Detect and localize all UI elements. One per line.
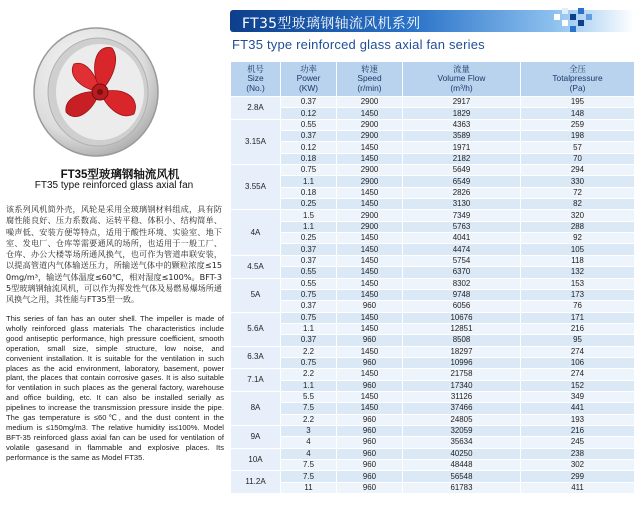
size-cell: 8A [231, 391, 281, 425]
table-row [231, 414, 635, 425]
volume-flow-cell: 3589 [403, 131, 521, 142]
total-pressure-cell: 216 [521, 323, 635, 334]
volume-flow-cell: 8508 [403, 335, 521, 346]
total-pressure-cell: 148 [521, 108, 635, 119]
total-pressure-cell: 57 [521, 142, 635, 153]
table-row [231, 301, 635, 312]
power-cell: 0.75 [281, 289, 337, 300]
volume-flow-cell: 1829 [403, 108, 521, 119]
table-row [231, 460, 635, 471]
volume-flow-cell: 32059 [403, 425, 521, 436]
volume-flow-cell: 31126 [403, 391, 521, 402]
volume-flow-cell: 5649 [403, 165, 521, 176]
power-cell: 0.75 [281, 165, 337, 176]
volume-flow-cell: 2917 [403, 97, 521, 108]
power-cell: 0.18 [281, 187, 337, 198]
power-cell: 0.25 [281, 199, 337, 210]
volume-flow-cell: 6056 [403, 301, 521, 312]
power-cell: 0.55 [281, 278, 337, 289]
power-cell: 0.37 [281, 335, 337, 346]
power-cell: 0.55 [281, 267, 337, 278]
size-cell: 10A [231, 448, 281, 471]
power-cell: 0.75 [281, 312, 337, 323]
volume-flow-cell: 21758 [403, 369, 521, 380]
speed-cell: 960 [337, 335, 403, 346]
total-pressure-cell: 274 [521, 369, 635, 380]
table-row [231, 312, 635, 323]
size-cell: 4.5A [231, 255, 281, 278]
total-pressure-cell: 76 [521, 301, 635, 312]
speed-cell: 1450 [337, 142, 403, 153]
total-pressure-cell: 106 [521, 357, 635, 368]
total-pressure-cell: 95 [521, 335, 635, 346]
total-pressure-cell: 299 [521, 471, 635, 482]
axial-fan-icon [28, 22, 178, 162]
total-pressure-cell: 411 [521, 482, 635, 493]
speed-cell: 2900 [337, 119, 403, 130]
total-pressure-cell: 274 [521, 346, 635, 357]
spec-table [230, 61, 635, 494]
speed-cell: 1450 [337, 403, 403, 414]
power-cell: 0.75 [281, 357, 337, 368]
volume-flow-cell: 2182 [403, 153, 521, 164]
table-row [231, 199, 635, 210]
speed-cell: 960 [337, 448, 403, 459]
speed-cell: 2900 [337, 97, 403, 108]
size-cell: 4A [231, 210, 281, 255]
volume-flow-cell: 2826 [403, 187, 521, 198]
table-row [231, 267, 635, 278]
table-row [231, 165, 635, 176]
speed-cell: 960 [337, 460, 403, 471]
power-cell: 4 [281, 437, 337, 448]
size-cell: 5A [231, 278, 281, 312]
volume-flow-cell: 4041 [403, 233, 521, 244]
speed-cell: 960 [337, 357, 403, 368]
power-cell: 0.25 [281, 233, 337, 244]
table-row [231, 153, 635, 164]
total-pressure-cell: 171 [521, 312, 635, 323]
volume-flow-cell: 17340 [403, 380, 521, 391]
total-pressure-cell: 153 [521, 278, 635, 289]
table-row [231, 221, 635, 232]
total-pressure-cell: 70 [521, 153, 635, 164]
table-row [231, 233, 635, 244]
speed-cell: 960 [337, 425, 403, 436]
total-pressure-cell: 330 [521, 176, 635, 187]
checker-decoration-icon [554, 6, 594, 36]
total-pressure-cell: 105 [521, 244, 635, 255]
speed-cell: 1450 [337, 391, 403, 402]
volume-flow-cell: 3130 [403, 199, 521, 210]
total-pressure-cell: 259 [521, 119, 635, 130]
table-row [231, 391, 635, 402]
speed-cell: 1450 [337, 346, 403, 357]
total-pressure-cell: 302 [521, 460, 635, 471]
table-row [231, 335, 635, 346]
table-row [231, 187, 635, 198]
total-pressure-cell: 288 [521, 221, 635, 232]
speed-cell: 1450 [337, 255, 403, 266]
table-row [231, 108, 635, 119]
power-cell: 2.2 [281, 414, 337, 425]
table-row [231, 142, 635, 153]
table-row [231, 119, 635, 130]
table-body [231, 97, 635, 494]
size-cell: 9A [231, 425, 281, 448]
total-pressure-cell: 198 [521, 131, 635, 142]
volume-flow-cell: 8302 [403, 278, 521, 289]
volume-flow-cell: 1971 [403, 142, 521, 153]
volume-flow-cell: 48448 [403, 460, 521, 471]
power-cell: 2.2 [281, 369, 337, 380]
power-cell: 11 [281, 482, 337, 493]
speed-cell: 960 [337, 471, 403, 482]
description-cn: 该系列风机简外壳，风轮是采用全玻璃钢材料组成，具有防腐性能良好、压力系数高、运转平稳、体积小、结构简单、噪声低、安装方便等特点，适用于酸性环境、实验室、地下室、发电厂、仓库等需要通风的场所，也适用于一般工厂、仓库、办公大楼等场所通风换气，也可作为管道串联安装，以提高管道内气体输送压力，所输送气体中的颗粒浓度≤150mg/m³，输送气体温度≤60℃，相对湿度≤100%。BFT-35型玻璃钢轴流风机，可以作为挥发性气体及易燃易爆场所通风换气之用，其性能与FT35型一致。 [6, 204, 222, 305]
power-cell: 0.37 [281, 301, 337, 312]
page-subtitle: FT35 type reinforced glass axial fan series [232, 37, 485, 52]
power-cell: 0.37 [281, 131, 337, 142]
header-total-pressure: 全压 Totalpressure (Pa) [521, 62, 635, 97]
speed-cell: 960 [337, 482, 403, 493]
table-row [231, 346, 635, 357]
speed-cell: 1450 [337, 278, 403, 289]
table-row [231, 471, 635, 482]
total-pressure-cell: 132 [521, 267, 635, 278]
speed-cell: 1450 [337, 233, 403, 244]
speed-cell: 2900 [337, 131, 403, 142]
total-pressure-cell: 441 [521, 403, 635, 414]
product-caption-cn: FT35型玻璃钢轴流风机 [60, 169, 180, 181]
table-row [231, 97, 635, 108]
total-pressure-cell: 245 [521, 437, 635, 448]
total-pressure-cell: 238 [521, 448, 635, 459]
total-pressure-cell: 193 [521, 414, 635, 425]
volume-flow-cell: 6549 [403, 176, 521, 187]
table-row [231, 278, 635, 289]
size-cell: 3.55A [231, 165, 281, 210]
power-cell: 0.18 [281, 153, 337, 164]
volume-flow-cell: 56548 [403, 471, 521, 482]
power-cell: 0.12 [281, 142, 337, 153]
total-pressure-cell: 82 [521, 199, 635, 210]
total-pressure-cell: 173 [521, 289, 635, 300]
table-row [231, 357, 635, 368]
total-pressure-cell: 92 [521, 233, 635, 244]
total-pressure-cell: 349 [521, 391, 635, 402]
power-cell: 1.5 [281, 210, 337, 221]
power-cell: 7.5 [281, 471, 337, 482]
speed-cell: 960 [337, 380, 403, 391]
speed-cell: 1450 [337, 199, 403, 210]
power-cell: 0.55 [281, 119, 337, 130]
volume-flow-cell: 40250 [403, 448, 521, 459]
table-row [231, 425, 635, 436]
power-cell: 4 [281, 448, 337, 459]
header-size: 机号 Size (No.) [231, 62, 281, 97]
power-cell: 1.1 [281, 380, 337, 391]
total-pressure-cell: 118 [521, 255, 635, 266]
speed-cell: 1450 [337, 369, 403, 380]
table-row [231, 482, 635, 493]
table-row [231, 244, 635, 255]
table-row [231, 210, 635, 221]
power-cell: 1.1 [281, 323, 337, 334]
header-speed: 转速 Speed (r/min) [337, 62, 403, 97]
total-pressure-cell: 216 [521, 425, 635, 436]
header-power: 功率 Power (KW) [281, 62, 337, 97]
table-header-row [231, 62, 635, 97]
speed-cell: 960 [337, 437, 403, 448]
total-pressure-cell: 152 [521, 380, 635, 391]
power-cell: 7.5 [281, 460, 337, 471]
total-pressure-cell: 195 [521, 97, 635, 108]
power-cell: 1.1 [281, 221, 337, 232]
product-caption-en: FT35 type reinforced glass axial fan [34, 180, 194, 191]
product-panel [0, 0, 232, 514]
table-row [231, 403, 635, 414]
speed-cell: 2900 [337, 165, 403, 176]
table-row [231, 289, 635, 300]
table-row [231, 323, 635, 334]
speed-cell: 1450 [337, 312, 403, 323]
total-pressure-cell: 320 [521, 210, 635, 221]
volume-flow-cell: 5763 [403, 221, 521, 232]
table-row [231, 369, 635, 380]
speed-cell: 1450 [337, 289, 403, 300]
volume-flow-cell: 5754 [403, 255, 521, 266]
total-pressure-cell: 294 [521, 165, 635, 176]
power-cell: 0.37 [281, 244, 337, 255]
volume-flow-cell: 6370 [403, 267, 521, 278]
size-cell: 3.15A [231, 119, 281, 164]
speed-cell: 960 [337, 301, 403, 312]
speed-cell: 2900 [337, 210, 403, 221]
size-cell: 11.2A [231, 471, 281, 494]
speed-cell: 2900 [337, 176, 403, 187]
volume-flow-cell: 4363 [403, 119, 521, 130]
speed-cell: 1450 [337, 108, 403, 119]
volume-flow-cell: 12851 [403, 323, 521, 334]
speed-cell: 1450 [337, 153, 403, 164]
power-cell: 3 [281, 425, 337, 436]
power-cell: 0.37 [281, 255, 337, 266]
volume-flow-cell: 37466 [403, 403, 521, 414]
power-cell: 2.2 [281, 346, 337, 357]
size-cell: 6.3A [231, 346, 281, 369]
table-row [231, 380, 635, 391]
volume-flow-cell: 61783 [403, 482, 521, 493]
table-row [231, 448, 635, 459]
power-cell: 7.5 [281, 403, 337, 414]
table-row [231, 437, 635, 448]
volume-flow-cell: 9748 [403, 289, 521, 300]
volume-flow-cell: 35634 [403, 437, 521, 448]
volume-flow-cell: 18297 [403, 346, 521, 357]
speed-cell: 1450 [337, 323, 403, 334]
title-banner [230, 10, 634, 32]
speed-cell: 1450 [337, 267, 403, 278]
power-cell: 1.1 [281, 176, 337, 187]
speed-cell: 1450 [337, 187, 403, 198]
table-row [231, 131, 635, 142]
volume-flow-cell: 10676 [403, 312, 521, 323]
speed-cell: 1450 [337, 244, 403, 255]
size-cell: 2.8A [231, 97, 281, 120]
speed-cell: 960 [337, 414, 403, 425]
volume-flow-cell: 4474 [403, 244, 521, 255]
total-pressure-cell: 72 [521, 187, 635, 198]
volume-flow-cell: 10996 [403, 357, 521, 368]
size-cell: 7.1A [231, 369, 281, 392]
page-title: FT35型玻璃钢轴流风机系列 [242, 16, 421, 32]
power-cell: 0.37 [281, 97, 337, 108]
header-volume-flow: 流量 Volume Flow (m³/h) [403, 62, 521, 97]
volume-flow-cell: 24805 [403, 414, 521, 425]
speed-cell: 2900 [337, 221, 403, 232]
table-row [231, 176, 635, 187]
power-cell: 0.12 [281, 108, 337, 119]
volume-flow-cell: 7349 [403, 210, 521, 221]
power-cell: 5.5 [281, 391, 337, 402]
size-cell: 5.6A [231, 312, 281, 346]
description-en: This series of fan has an outer shell. The impeller is made of wholly reinforced glass materials The characteristics include good antiseptic performance, high pressure coefficient, smooth operation, small size, simple structure, low noise, and convenient installation. It is suitable for the ventilation in such places as the acid environment, laboratory, basement, power plant, the places that contain corrosive gases. It is also suitable for ventilation in such places as the general factory, warehouse and office building, etc. It can also be installed serially as pipelines to increase the transmission pressure inside the pipe. The gas temperature is ≤60℃, and the dust content in the medium is ≤150mg/m3. The relative humidity is≤100%. Model BFT-35 reinforced glass axial fan can be used for ventilation of volatile gasesand in flammable and explosive places. Its performance is the same as Model FT35. [6, 314, 224, 462]
table-row [231, 255, 635, 266]
